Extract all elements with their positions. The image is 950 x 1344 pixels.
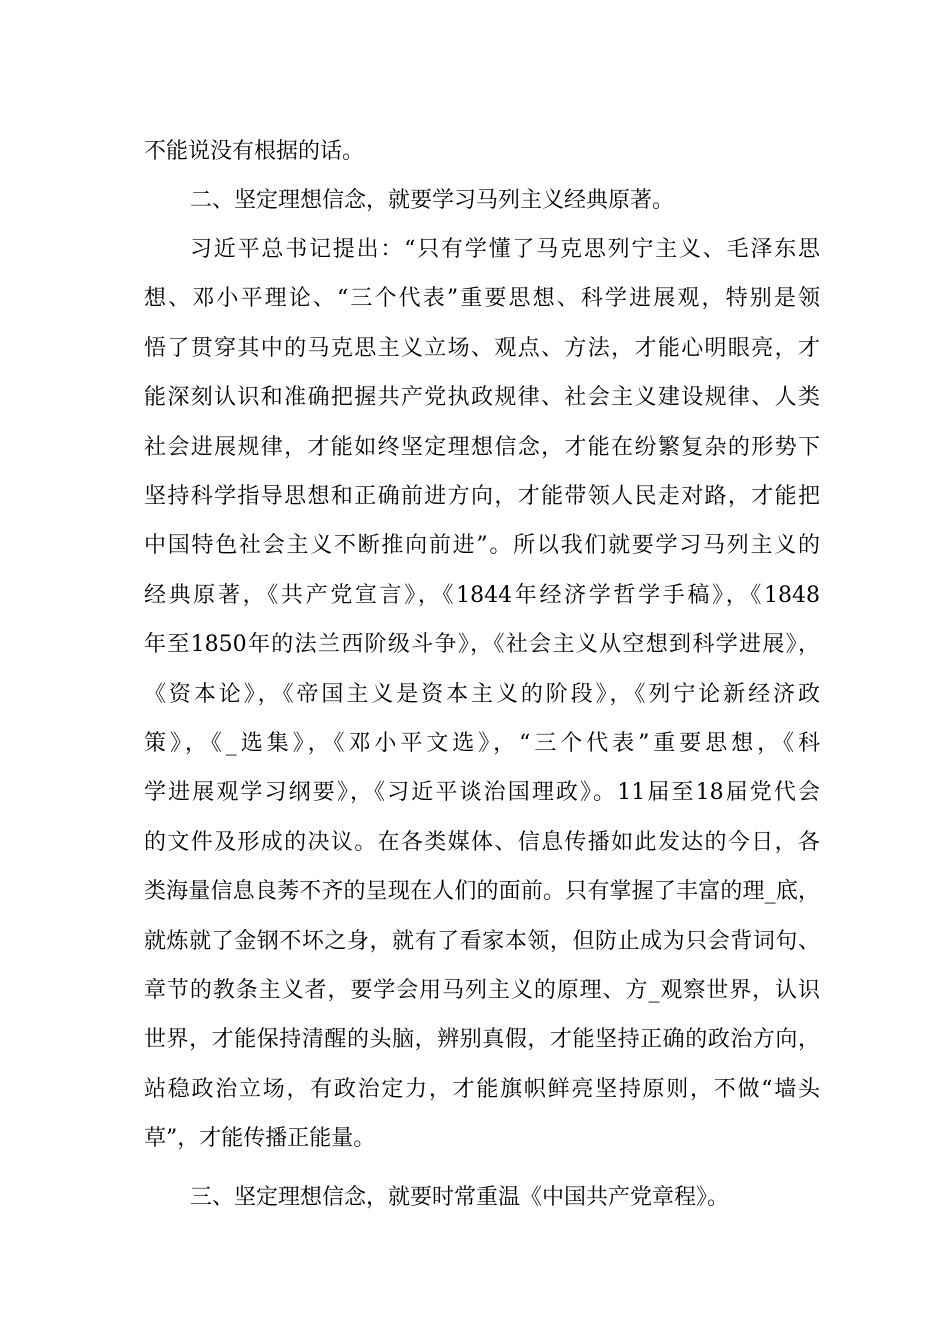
text-line: 类海量信息良莠不齐的呈现在人们的面前。只有掌握了丰富的理_底， (144, 879, 820, 904)
text-line: 中国特色社会主义不断推向前进”。所以我们就要学习马列主义的 (144, 533, 820, 558)
text-line: 策》，《_选集》，《邓小平文选》，“三个代表”重要思想，《科 (144, 731, 820, 756)
text-line: 社会进展规律，才能如终坚定理想信念，才能在纷繁复杂的形势下 (144, 435, 820, 460)
text-line: 习近平总书记提出：“只有学懂了马克思列宁主义、毛泽东思 (190, 237, 820, 262)
text-line: 年至1850年的法兰西阶级斗争》，《社会主义从空想到科学进展》， (144, 632, 820, 657)
text-line: 世界，才能保持清醒的头脑，辨别真假，才能坚持正确的政治方向， (144, 1027, 820, 1052)
text-line: 悟了贯穿其中的马克思主义立场、观点、方法，才能心明眼亮，才 (144, 336, 820, 361)
text-line: 坚持科学指导思想和正确前进方向，才能带领人民走对路，才能把 (144, 484, 820, 509)
text-line: 的文件及形成的决议。在各类媒体、信息传播如此发达的今日，各 (144, 830, 820, 855)
text-line: 章节的教条主义者，要学会用马列主义的原理、方_观察世界，认识 (144, 978, 820, 1003)
text-line: 能深刻认识和准确把握共产党执政规律、社会主义建设规律、人类 (144, 385, 820, 410)
text-line: 就炼就了金钢不坏之身，就有了看家本领，但防止成为只会背词句、 (144, 929, 820, 954)
text-line: 不能说没有根据的话。 (144, 139, 365, 164)
text-line: 学进展观学习纲要》，《习近平谈治国理政》。11届至18届党代会 (144, 780, 820, 805)
section-heading: 二、坚定理想信念，就要学习马列主义经典原著。 (190, 188, 675, 213)
text-line: 草”，才能传播正能量。 (144, 1126, 376, 1151)
section-heading: 三、坚定理想信念，就要时常重温《中国共产党章程》。 (190, 1185, 730, 1210)
text-line: 经典原著，《共产党宣言》，《1844年经济学哲学手稿》，《1848 (144, 583, 820, 608)
text-line: 《资本论》，《帝国主义是资本主义的阶段》，《列宁论新经济政 (144, 682, 820, 707)
text-line: 站稳政治立场，有政治定力，才能旗帜鲜亮坚持原则，不做“墙头 (144, 1077, 820, 1102)
text-line: 想、邓小平理论、“三个代表”重要思想、科学进展观，特别是领 (144, 286, 820, 311)
